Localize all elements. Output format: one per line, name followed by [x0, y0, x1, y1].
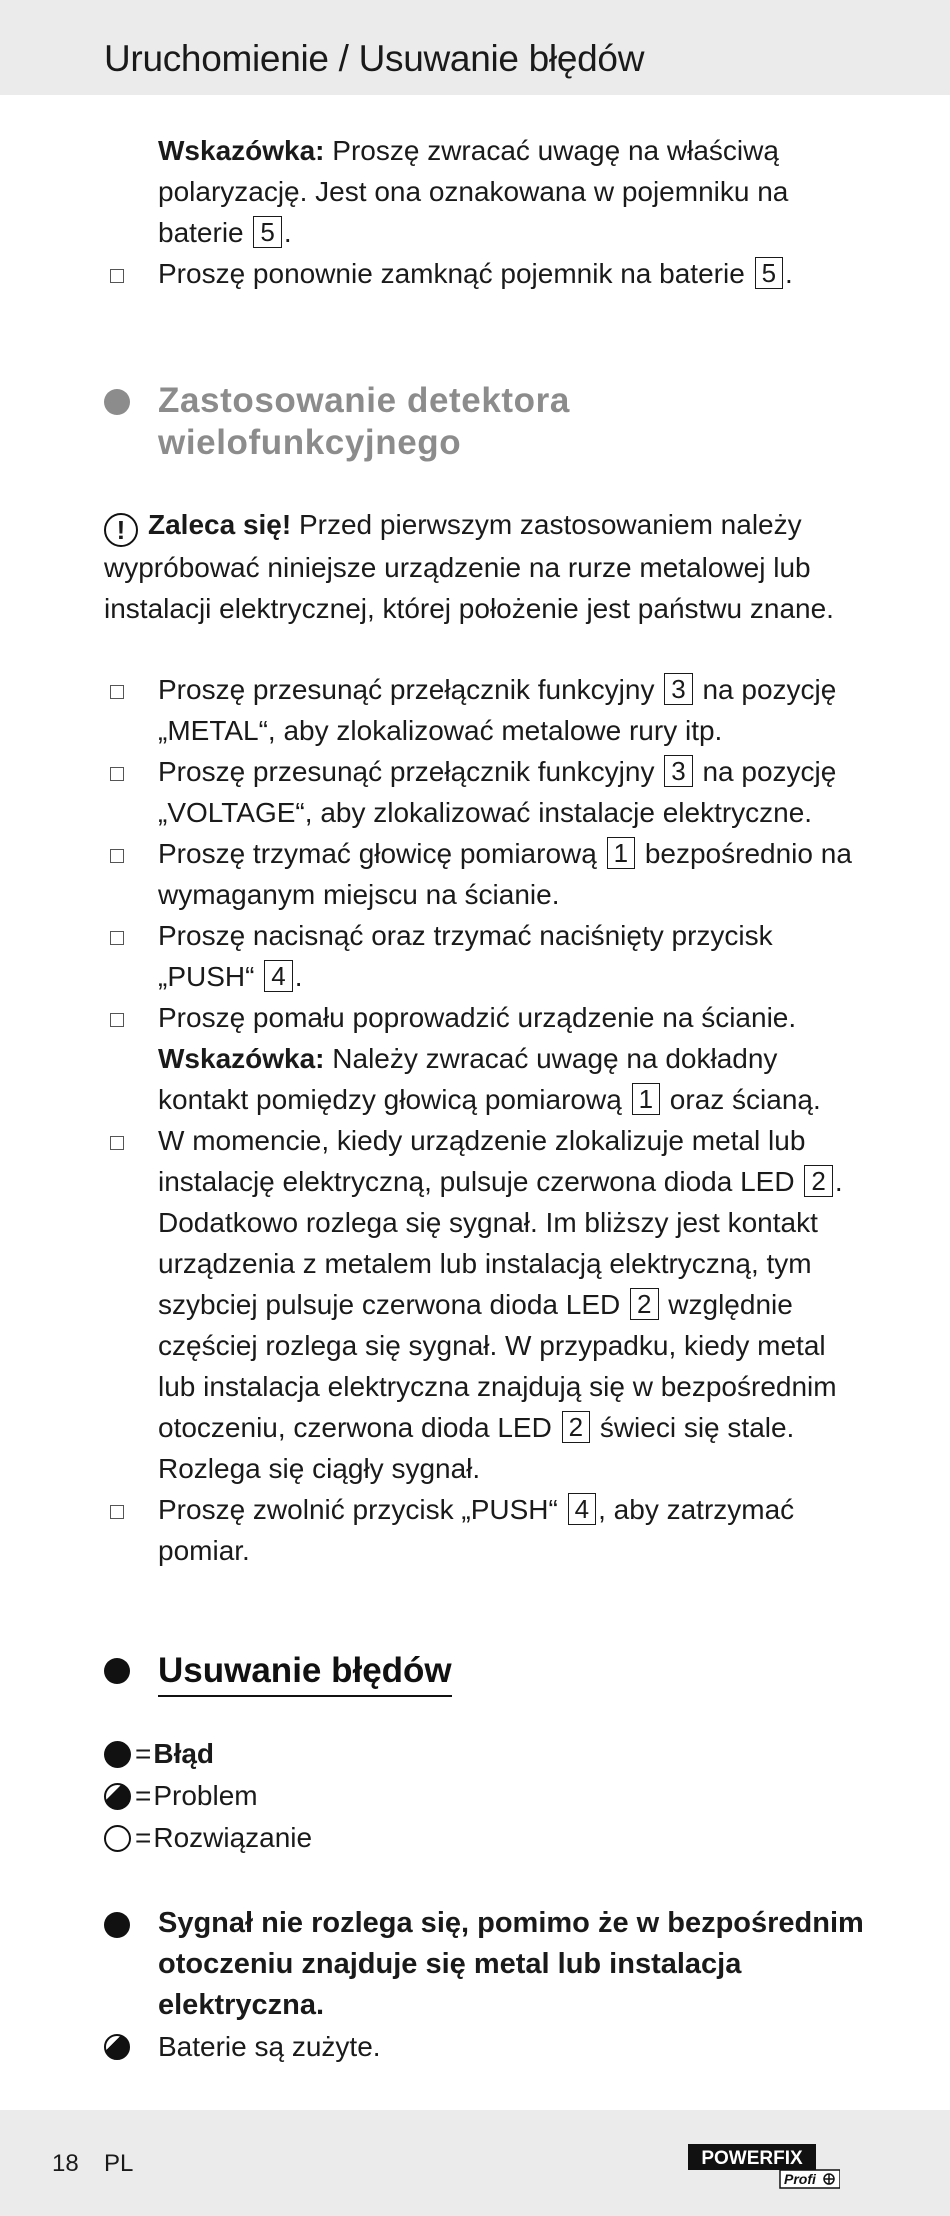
polarity-note [104, 130, 864, 253]
legend-item [104, 1775, 864, 1817]
ref-box: 2 [630, 1288, 658, 1320]
checkbox-bullet-icon [104, 915, 158, 997]
list-item [104, 751, 864, 833]
ref-box: 1 [607, 837, 635, 869]
checkbox-bullet-icon [104, 833, 158, 915]
half-circle-icon [104, 2026, 158, 2067]
checkbox-bullet-icon [104, 997, 158, 1120]
warning-paragraph [104, 504, 864, 629]
step-text: W momencie, kiedy urządzenie zlokalizuje metal lub instalację elektryczną, pulsuje czerwona dioda LED [158, 1125, 806, 1197]
error-dot-icon [104, 1903, 158, 2026]
logo-text: POWERFIX [701, 2148, 803, 2169]
empty-circle-icon [104, 1825, 131, 1852]
checkbox-bullet-icon [104, 1120, 158, 1489]
section-heading-troubleshooting [104, 1649, 864, 1697]
ref-box: 5 [253, 216, 281, 248]
bullet-dot-icon [104, 380, 158, 464]
checkbox-bullet-icon [104, 1489, 158, 1571]
ref-box: 2 [804, 1165, 832, 1197]
step-text: Proszę pomału poprowadzić urządzenie na ścianie. [158, 1002, 797, 1033]
bullet-end: . [785, 258, 793, 289]
step-text: . [294, 961, 303, 992]
half-circle-icon [104, 1783, 131, 1810]
page-number: 18 [52, 2150, 79, 2177]
step-text: na pozycję „VOLTAGE“, aby zlokalizować instalacje elektryczne. [158, 756, 837, 828]
bullet-dot-icon [104, 1649, 158, 1697]
error-entry [104, 1903, 864, 2026]
symbol-legend [104, 1733, 864, 1859]
list-item [104, 915, 864, 997]
note-text: Należy zwracać uwagę na dokładny kontakt pomiędzy głowicą pomiarową [158, 1043, 778, 1115]
ref-box: 4 [568, 1493, 596, 1525]
heading-line: wielofunkcyjnego [158, 423, 462, 462]
step-text: względnie częściej rozlega się sygnał. W przypadku, kiedy metal lub instalacja elektryczna znajdują się w bezpośrednim otoczeniu, czerwona dioda LED [158, 1289, 837, 1443]
checkbox-bullet-icon [104, 253, 158, 294]
heading-text: Usuwanie błędów [158, 1649, 452, 1697]
step-text: Proszę zwolnić przycisk „PUSH“ [158, 1494, 566, 1525]
ref-box: 1 [632, 1083, 660, 1115]
step-text: Proszę przesunąć przełącznik funkcyjny [158, 674, 663, 705]
problem-text: Baterie są zużyte. [158, 2031, 381, 2062]
error-title: Sygnał nie rozlega się, pomimo że w bezpośrednim otoczeniu znajduje się metal lub instalacja elektryczna. [158, 1907, 864, 2021]
legend-label: Błąd [153, 1738, 215, 1769]
step-text: świeci się stale. Rozlega się ciągły sygnał. [158, 1412, 795, 1484]
exclamation-icon: ! [104, 513, 138, 547]
legend-label: Problem [153, 1780, 258, 1811]
page-content [104, 130, 864, 2067]
step-text: na pozycję „METAL“, aby zlokalizować metalowe rury itp. [158, 674, 837, 746]
legend-item [104, 1733, 864, 1775]
list-item [104, 1489, 864, 1571]
heading-line: Zastosowanie detektora [158, 381, 570, 420]
step-text: . Dodatkowo rozlega się sygnał. Im bliższy jest kontakt urządzenia z metalem lub instalacją elektryczną, tym szybciej pulsuje czerwona dioda LED [158, 1166, 843, 1320]
language-code: PL [104, 2150, 134, 2177]
step-text: Proszę nacisnąć oraz trzymać naciśnięty przycisk „PUSH“ [158, 920, 773, 992]
step-text: Proszę trzymać głowicę pomiarową [158, 838, 605, 869]
equals-sign: = [135, 1822, 152, 1853]
legend-label: Rozwiązanie [153, 1822, 313, 1853]
warning-text: Przed pierwszym zastosowaniem należy wypróbować niniejsze urządzenie na rurze metalowej lub instalacji elektrycznej, której położenie jest państwu znane. [104, 509, 834, 624]
page-header [0, 0, 950, 95]
full-circle-icon [104, 1741, 131, 1768]
ref-box: 5 [755, 257, 783, 289]
warning-label: Zaleca się! [148, 509, 292, 540]
equals-sign: = [135, 1738, 152, 1769]
list-item [104, 1120, 864, 1489]
logo-sub-text: Profi [784, 2171, 816, 2187]
page-title: Uruchomienie / Usuwanie błędów [104, 38, 645, 79]
ref-box: 2 [562, 1411, 590, 1443]
legend-item [104, 1817, 864, 1859]
section-heading-usage [104, 380, 864, 464]
note-label: Wskazówka: [158, 135, 325, 166]
list-item [104, 833, 864, 915]
checkbox-bullet-icon [104, 751, 158, 833]
note-label: Wskazówka: [158, 1043, 325, 1074]
equals-sign: = [135, 1780, 152, 1811]
steps-list [104, 669, 864, 1571]
ref-box: 3 [664, 673, 692, 705]
note-text: Proszę zwracać uwagę na właściwą polaryzację. Jest ona oznakowana w pojemniku na baterie [158, 135, 789, 248]
list-item [104, 253, 864, 294]
list-item [104, 997, 864, 1120]
page-footer [0, 2110, 950, 2216]
problem-entry [104, 2026, 864, 2067]
powerfix-logo [688, 2144, 840, 2190]
step-text: , aby zatrzymać pomiar. [158, 1494, 795, 1566]
ref-box: 3 [664, 755, 692, 787]
step-text: Proszę przesunąć przełącznik funkcyjny [158, 756, 663, 787]
list-item [104, 669, 864, 751]
step-text: bezpośrednio na wymaganym miejscu na ścianie. [158, 838, 852, 910]
checkbox-bullet-icon [104, 669, 158, 751]
ref-box: 4 [264, 960, 292, 992]
note-end: oraz ścianą. [662, 1084, 821, 1115]
bullet-text: Proszę ponownie zamknąć pojemnik na baterie [158, 258, 753, 289]
note-end: . [283, 217, 292, 248]
